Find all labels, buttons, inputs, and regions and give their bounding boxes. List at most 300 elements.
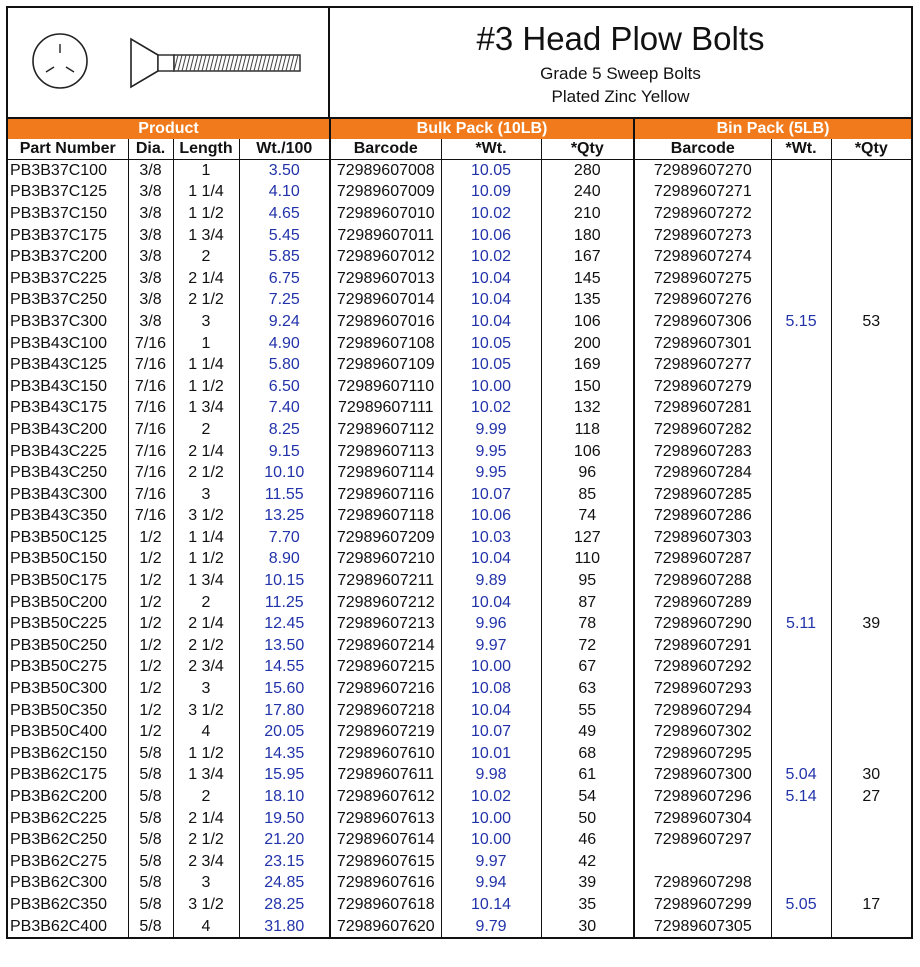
cell-bulk-barcode: 72989607216 bbox=[330, 678, 441, 700]
cell-length: 2 3/4 bbox=[173, 851, 239, 873]
cell-diameter: 5/8 bbox=[128, 916, 173, 938]
cell-bin-barcode: 72989607284 bbox=[634, 462, 771, 484]
cell-bin-weight: 5.05 bbox=[771, 894, 831, 916]
cell-bin-barcode: 72989607304 bbox=[634, 808, 771, 830]
cell-bulk-barcode: 72989607610 bbox=[330, 743, 441, 765]
cell-bin-weight bbox=[771, 290, 831, 312]
table-row bbox=[8, 873, 911, 895]
cell-bulk-qty: 30 bbox=[541, 916, 634, 938]
cell-diameter: 1/2 bbox=[128, 613, 173, 635]
table-row bbox=[8, 786, 911, 808]
cell-bin-qty bbox=[831, 851, 911, 873]
table-row bbox=[8, 700, 911, 722]
cell-bulk-weight: 9.95 bbox=[441, 441, 541, 463]
cell-bulk-barcode: 72989607016 bbox=[330, 311, 441, 333]
cell-part-number: PB3B37C225 bbox=[8, 268, 128, 290]
table-row bbox=[8, 268, 911, 290]
cell-bulk-qty: 180 bbox=[541, 225, 634, 247]
cell-weight-per-100: 12.45 bbox=[239, 613, 330, 635]
cell-part-number: PB3B62C250 bbox=[8, 829, 128, 851]
cell-bin-weight bbox=[771, 721, 831, 743]
cell-weight-per-100: 13.50 bbox=[239, 635, 330, 657]
cell-bulk-barcode: 72989607210 bbox=[330, 549, 441, 571]
cell-bin-weight bbox=[771, 635, 831, 657]
cell-part-number: PB3B62C150 bbox=[8, 743, 128, 765]
cell-part-number: PB3B50C225 bbox=[8, 613, 128, 635]
cell-weight-per-100: 14.55 bbox=[239, 657, 330, 679]
cell-bulk-qty: 110 bbox=[541, 549, 634, 571]
cell-length: 3 bbox=[173, 311, 239, 333]
cell-bin-qty bbox=[831, 354, 911, 376]
cell-bulk-qty: 49 bbox=[541, 721, 634, 743]
cell-part-number: PB3B50C200 bbox=[8, 592, 128, 614]
cell-part-number: PB3B50C275 bbox=[8, 657, 128, 679]
cell-part-number: PB3B37C100 bbox=[8, 160, 128, 182]
cell-bulk-weight: 10.04 bbox=[441, 268, 541, 290]
cell-length: 2 bbox=[173, 419, 239, 441]
cell-weight-per-100: 7.40 bbox=[239, 398, 330, 420]
cell-bin-barcode: 72989607302 bbox=[634, 721, 771, 743]
table-row bbox=[8, 182, 911, 204]
cell-bulk-barcode: 72989607613 bbox=[330, 808, 441, 830]
cell-bin-barcode: 72989607290 bbox=[634, 613, 771, 635]
table-row bbox=[8, 570, 911, 592]
cell-diameter: 3/8 bbox=[128, 311, 173, 333]
cell-bulk-qty: 54 bbox=[541, 786, 634, 808]
cell-bulk-qty: 127 bbox=[541, 527, 634, 549]
cell-bin-weight bbox=[771, 268, 831, 290]
cell-weight-per-100: 7.25 bbox=[239, 290, 330, 312]
spec-sheet bbox=[6, 6, 913, 939]
cell-diameter: 5/8 bbox=[128, 808, 173, 830]
cell-bin-barcode: 72989607276 bbox=[634, 290, 771, 312]
table-row bbox=[8, 635, 911, 657]
table-row bbox=[8, 246, 911, 268]
cell-bulk-qty: 87 bbox=[541, 592, 634, 614]
cell-weight-per-100: 20.05 bbox=[239, 721, 330, 743]
cell-length: 1 1/2 bbox=[173, 549, 239, 571]
cell-bulk-qty: 61 bbox=[541, 765, 634, 787]
cell-bin-weight bbox=[771, 700, 831, 722]
bolt-spec-table bbox=[8, 119, 911, 937]
table-row bbox=[8, 657, 911, 679]
cell-diameter: 7/16 bbox=[128, 354, 173, 376]
cell-bin-barcode: 72989607306 bbox=[634, 311, 771, 333]
cell-bin-weight: 5.15 bbox=[771, 311, 831, 333]
cell-bin-barcode: 72989607301 bbox=[634, 333, 771, 355]
cell-bulk-qty: 72 bbox=[541, 635, 634, 657]
cell-part-number: PB3B37C125 bbox=[8, 182, 128, 204]
col-bulk-qty: *Qty bbox=[541, 139, 634, 160]
cell-bin-qty bbox=[831, 635, 911, 657]
cell-bulk-weight: 10.02 bbox=[441, 246, 541, 268]
table-row bbox=[8, 678, 911, 700]
cell-part-number: PB3B43C125 bbox=[8, 354, 128, 376]
cell-bin-weight bbox=[771, 592, 831, 614]
cell-bulk-weight: 10.06 bbox=[441, 225, 541, 247]
cell-weight-per-100: 4.90 bbox=[239, 333, 330, 355]
cell-length: 2 1/2 bbox=[173, 829, 239, 851]
cell-bin-qty bbox=[831, 549, 911, 571]
cell-diameter: 5/8 bbox=[128, 829, 173, 851]
cell-diameter: 7/16 bbox=[128, 376, 173, 398]
cell-weight-per-100: 9.24 bbox=[239, 311, 330, 333]
cell-bulk-weight: 10.04 bbox=[441, 700, 541, 722]
cell-part-number: PB3B50C150 bbox=[8, 549, 128, 571]
cell-bin-qty bbox=[831, 290, 911, 312]
cell-diameter: 3/8 bbox=[128, 203, 173, 225]
cell-part-number: PB3B37C300 bbox=[8, 311, 128, 333]
cell-bin-qty bbox=[831, 462, 911, 484]
table-row bbox=[8, 484, 911, 506]
cell-bin-weight bbox=[771, 743, 831, 765]
cell-bin-qty: 27 bbox=[862, 788, 881, 806]
cell-part-number: PB3B37C150 bbox=[8, 203, 128, 225]
cell-bulk-barcode: 72989607618 bbox=[330, 894, 441, 916]
cell-bin-barcode: 72989607272 bbox=[634, 203, 771, 225]
cell-bin-qty bbox=[831, 441, 911, 463]
cell-bin-weight bbox=[771, 419, 831, 441]
cell-bin-weight bbox=[771, 851, 831, 873]
cell-bin-weight bbox=[771, 182, 831, 204]
cell-part-number: PB3B50C125 bbox=[8, 527, 128, 549]
cell-bulk-barcode: 72989607011 bbox=[330, 225, 441, 247]
cell-bin-weight bbox=[771, 916, 831, 938]
cell-bin-qty bbox=[831, 268, 911, 290]
cell-bulk-weight: 9.99 bbox=[441, 419, 541, 441]
cell-bin-qty bbox=[831, 419, 911, 441]
cell-bulk-barcode: 72989607118 bbox=[330, 506, 441, 528]
cell-diameter: 1/2 bbox=[128, 700, 173, 722]
cell-bulk-barcode: 72989607612 bbox=[330, 786, 441, 808]
cell-bin-qty: 53 bbox=[862, 312, 881, 330]
cell-bulk-barcode: 72989607620 bbox=[330, 916, 441, 938]
cell-bulk-qty: 240 bbox=[541, 182, 634, 204]
cell-bulk-barcode: 72989607616 bbox=[330, 873, 441, 895]
cell-weight-per-100: 23.15 bbox=[239, 851, 330, 873]
cell-bulk-barcode: 72989607209 bbox=[330, 527, 441, 549]
table-row bbox=[8, 225, 911, 247]
cell-bin-weight bbox=[771, 441, 831, 463]
subtitle-grade: Grade 5 Sweep Bolts bbox=[540, 64, 701, 83]
cell-bin-qty bbox=[831, 700, 911, 722]
cell-diameter: 1/2 bbox=[128, 721, 173, 743]
cell-diameter: 3/8 bbox=[128, 268, 173, 290]
cell-length: 2 1/4 bbox=[173, 441, 239, 463]
cell-bulk-qty: 68 bbox=[541, 743, 634, 765]
col-part-number: Part Number bbox=[8, 139, 128, 160]
cell-bulk-barcode: 72989607110 bbox=[330, 376, 441, 398]
sheet-header bbox=[8, 8, 911, 119]
cell-bin-qty bbox=[831, 657, 911, 679]
cell-diameter: 5/8 bbox=[128, 786, 173, 808]
cell-bin-weight: 5.11 bbox=[771, 613, 831, 635]
table-row bbox=[8, 160, 911, 182]
cell-bin-weight bbox=[771, 808, 831, 830]
cell-bulk-weight: 9.97 bbox=[441, 851, 541, 873]
table-row bbox=[8, 462, 911, 484]
cell-length: 3 bbox=[173, 873, 239, 895]
column-header-row bbox=[8, 139, 911, 160]
cell-bulk-weight: 10.05 bbox=[441, 160, 541, 182]
cell-bulk-barcode: 72989607112 bbox=[330, 419, 441, 441]
cell-part-number: PB3B43C150 bbox=[8, 376, 128, 398]
cell-diameter: 1/2 bbox=[128, 570, 173, 592]
cell-diameter: 7/16 bbox=[128, 484, 173, 506]
cell-diameter: 5/8 bbox=[128, 894, 173, 916]
cell-weight-per-100: 14.35 bbox=[239, 743, 330, 765]
cell-diameter: 1/2 bbox=[128, 678, 173, 700]
cell-bin-barcode: 72989607291 bbox=[634, 635, 771, 657]
cell-part-number: PB3B62C350 bbox=[8, 894, 128, 916]
cell-bulk-weight: 10.04 bbox=[441, 311, 541, 333]
cell-weight-per-100: 5.85 bbox=[239, 246, 330, 268]
cell-bulk-weight: 9.94 bbox=[441, 873, 541, 895]
cell-bin-barcode: 72989607289 bbox=[634, 592, 771, 614]
cell-weight-per-100: 5.80 bbox=[239, 354, 330, 376]
cell-length: 3 1/2 bbox=[173, 700, 239, 722]
cell-bulk-weight: 10.14 bbox=[441, 894, 541, 916]
cell-part-number: PB3B62C200 bbox=[8, 786, 128, 808]
table-row bbox=[8, 333, 911, 355]
cell-weight-per-100: 4.65 bbox=[239, 203, 330, 225]
cell-length: 2 1/4 bbox=[173, 613, 239, 635]
cell-bin-weight bbox=[771, 160, 831, 182]
cell-length: 2 1/2 bbox=[173, 290, 239, 312]
cell-bulk-barcode: 72989607113 bbox=[330, 441, 441, 463]
cell-diameter: 1/2 bbox=[128, 592, 173, 614]
cell-bulk-qty: 67 bbox=[541, 657, 634, 679]
cell-bulk-barcode: 72989607008 bbox=[330, 160, 441, 182]
cell-bulk-qty: 63 bbox=[541, 678, 634, 700]
cell-length: 1 1/2 bbox=[173, 743, 239, 765]
cell-bulk-qty: 169 bbox=[541, 354, 634, 376]
cell-bulk-qty: 96 bbox=[541, 462, 634, 484]
cell-bulk-weight: 10.04 bbox=[441, 549, 541, 571]
table-row bbox=[8, 808, 911, 830]
cell-bin-qty bbox=[831, 484, 911, 506]
cell-bin-qty bbox=[831, 246, 911, 268]
subtitle-finish: Plated Zinc Yellow bbox=[551, 87, 690, 106]
group-product: Product bbox=[8, 119, 330, 139]
cell-bulk-qty: 42 bbox=[541, 851, 634, 873]
cell-diameter: 1/2 bbox=[128, 549, 173, 571]
cell-part-number: PB3B37C250 bbox=[8, 290, 128, 312]
cell-bulk-qty: 39 bbox=[541, 873, 634, 895]
table-row bbox=[8, 441, 911, 463]
cell-bulk-qty: 74 bbox=[541, 506, 634, 528]
cell-diameter: 7/16 bbox=[128, 419, 173, 441]
cell-bulk-qty: 167 bbox=[541, 246, 634, 268]
cell-bulk-weight: 10.02 bbox=[441, 398, 541, 420]
col-bin-barcode: Barcode bbox=[634, 139, 771, 160]
cell-bulk-barcode: 72989607211 bbox=[330, 570, 441, 592]
cell-bin-qty: 17 bbox=[862, 895, 881, 913]
cell-bulk-weight: 10.07 bbox=[441, 721, 541, 743]
col-bin-weight: *Wt. bbox=[771, 139, 831, 160]
table-row bbox=[8, 916, 911, 938]
cell-bin-weight bbox=[771, 678, 831, 700]
cell-length: 1 3/4 bbox=[173, 765, 239, 787]
col-weight-per-100: Wt./100 bbox=[239, 139, 330, 160]
cell-bulk-qty: 50 bbox=[541, 808, 634, 830]
cell-bin-barcode: 72989607283 bbox=[634, 441, 771, 463]
cell-bin-qty bbox=[831, 808, 911, 830]
cell-bulk-barcode: 72989607116 bbox=[330, 484, 441, 506]
cell-bin-qty bbox=[831, 160, 911, 182]
cell-bulk-barcode: 72989607010 bbox=[330, 203, 441, 225]
cell-weight-per-100: 13.25 bbox=[239, 506, 330, 528]
cell-bin-qty bbox=[831, 182, 911, 204]
cell-length: 4 bbox=[173, 916, 239, 938]
table-row bbox=[8, 419, 911, 441]
cell-length: 1 3/4 bbox=[173, 398, 239, 420]
cell-part-number: PB3B50C250 bbox=[8, 635, 128, 657]
cell-bin-qty bbox=[831, 203, 911, 225]
cell-bin-weight bbox=[771, 527, 831, 549]
cell-bulk-weight: 10.08 bbox=[441, 678, 541, 700]
cell-length: 1 1/4 bbox=[173, 354, 239, 376]
cell-bulk-weight: 10.05 bbox=[441, 354, 541, 376]
cell-weight-per-100: 24.85 bbox=[239, 873, 330, 895]
cell-length: 2 bbox=[173, 592, 239, 614]
cell-bulk-barcode: 72989607615 bbox=[330, 851, 441, 873]
title-block bbox=[330, 8, 911, 117]
cell-bulk-weight: 10.06 bbox=[441, 506, 541, 528]
cell-bin-qty bbox=[831, 376, 911, 398]
col-bulk-barcode: Barcode bbox=[330, 139, 441, 160]
cell-bulk-qty: 280 bbox=[541, 160, 634, 182]
cell-bulk-weight: 10.04 bbox=[441, 592, 541, 614]
cell-bin-barcode: 72989607293 bbox=[634, 678, 771, 700]
cell-bulk-weight: 10.00 bbox=[441, 657, 541, 679]
cell-bulk-barcode: 72989607611 bbox=[330, 765, 441, 787]
cell-part-number: PB3B43C350 bbox=[8, 506, 128, 528]
cell-length: 1 bbox=[173, 333, 239, 355]
cell-length: 2 1/2 bbox=[173, 635, 239, 657]
cell-bulk-weight: 9.79 bbox=[441, 916, 541, 938]
cell-diameter: 3/8 bbox=[128, 182, 173, 204]
col-diameter: Dia. bbox=[128, 139, 173, 160]
cell-diameter: 5/8 bbox=[128, 765, 173, 787]
cell-length: 2 1/4 bbox=[173, 808, 239, 830]
cell-length: 3 bbox=[173, 678, 239, 700]
cell-bin-qty bbox=[831, 225, 911, 247]
cell-weight-per-100: 31.80 bbox=[239, 916, 330, 938]
cell-weight-per-100: 10.15 bbox=[239, 570, 330, 592]
cell-bin-barcode: 72989607279 bbox=[634, 376, 771, 398]
cell-weight-per-100: 4.10 bbox=[239, 182, 330, 204]
cell-bin-qty bbox=[831, 721, 911, 743]
cell-weight-per-100: 18.10 bbox=[239, 786, 330, 808]
cell-bulk-barcode: 72989607218 bbox=[330, 700, 441, 722]
cell-part-number: PB3B43C100 bbox=[8, 333, 128, 355]
cell-bulk-barcode: 72989607009 bbox=[330, 182, 441, 204]
cell-diameter: 7/16 bbox=[128, 333, 173, 355]
cell-bin-barcode: 72989607288 bbox=[634, 570, 771, 592]
cell-bulk-barcode: 72989607109 bbox=[330, 354, 441, 376]
cell-bulk-barcode: 72989607014 bbox=[330, 290, 441, 312]
cell-bulk-barcode: 72989607108 bbox=[330, 333, 441, 355]
table-row bbox=[8, 894, 911, 916]
cell-bin-barcode: 72989607299 bbox=[634, 894, 771, 916]
cell-length: 2 bbox=[173, 246, 239, 268]
group-header-row bbox=[8, 119, 911, 139]
cell-bin-weight bbox=[771, 203, 831, 225]
cell-diameter: 7/16 bbox=[128, 462, 173, 484]
cell-bin-weight bbox=[771, 657, 831, 679]
cell-bin-barcode: 72989607294 bbox=[634, 700, 771, 722]
cell-bin-weight bbox=[771, 829, 831, 851]
cell-bulk-qty: 46 bbox=[541, 829, 634, 851]
table-row bbox=[8, 290, 911, 312]
cell-bulk-barcode: 72989607012 bbox=[330, 246, 441, 268]
cell-weight-per-100: 15.60 bbox=[239, 678, 330, 700]
cell-part-number: PB3B50C350 bbox=[8, 700, 128, 722]
cell-weight-per-100: 10.10 bbox=[239, 462, 330, 484]
cell-bulk-weight: 10.00 bbox=[441, 808, 541, 830]
cell-weight-per-100: 8.25 bbox=[239, 419, 330, 441]
cell-bin-weight bbox=[771, 484, 831, 506]
cell-length: 1 1/4 bbox=[173, 182, 239, 204]
cell-bulk-qty: 210 bbox=[541, 203, 634, 225]
cell-bin-weight bbox=[771, 570, 831, 592]
table-row bbox=[8, 765, 911, 787]
cell-weight-per-100: 11.25 bbox=[239, 592, 330, 614]
cell-bin-barcode: 72989607303 bbox=[634, 527, 771, 549]
cell-diameter: 3/8 bbox=[128, 290, 173, 312]
cell-bulk-weight: 9.97 bbox=[441, 635, 541, 657]
cell-length: 3 1/2 bbox=[173, 894, 239, 916]
cell-diameter: 3/8 bbox=[128, 225, 173, 247]
cell-bulk-weight: 9.89 bbox=[441, 570, 541, 592]
cell-part-number: PB3B43C300 bbox=[8, 484, 128, 506]
cell-bin-weight bbox=[771, 873, 831, 895]
cell-bulk-weight: 10.05 bbox=[441, 333, 541, 355]
cell-bin-weight bbox=[771, 225, 831, 247]
cell-bin-barcode: 72989607300 bbox=[634, 765, 771, 787]
cell-length: 1 1/2 bbox=[173, 376, 239, 398]
cell-diameter: 3/8 bbox=[128, 160, 173, 182]
table-row bbox=[8, 376, 911, 398]
cell-bulk-qty: 85 bbox=[541, 484, 634, 506]
cell-length: 3 1/2 bbox=[173, 506, 239, 528]
cell-diameter: 1/2 bbox=[128, 527, 173, 549]
plow-bolt-drawing-icon bbox=[8, 8, 328, 117]
cell-bulk-barcode: 72989607114 bbox=[330, 462, 441, 484]
cell-bulk-qty: 145 bbox=[541, 268, 634, 290]
table-row bbox=[8, 398, 911, 420]
cell-bulk-barcode: 72989607219 bbox=[330, 721, 441, 743]
cell-bulk-weight: 10.02 bbox=[441, 203, 541, 225]
table-row bbox=[8, 203, 911, 225]
cell-diameter: 1/2 bbox=[128, 657, 173, 679]
cell-part-number: PB3B50C175 bbox=[8, 570, 128, 592]
table-row bbox=[8, 549, 911, 571]
cell-weight-per-100: 17.80 bbox=[239, 700, 330, 722]
cell-bulk-weight: 10.00 bbox=[441, 376, 541, 398]
cell-diameter: 3/8 bbox=[128, 246, 173, 268]
cell-bin-barcode: 72989607270 bbox=[634, 160, 771, 182]
cell-bin-qty: 39 bbox=[862, 615, 881, 633]
bolt-illustration bbox=[8, 8, 330, 117]
cell-bin-barcode bbox=[634, 851, 771, 873]
cell-length: 2 3/4 bbox=[173, 657, 239, 679]
cell-diameter: 7/16 bbox=[128, 441, 173, 463]
cell-weight-per-100: 7.70 bbox=[239, 527, 330, 549]
cell-part-number: PB3B62C300 bbox=[8, 873, 128, 895]
col-length: Length bbox=[173, 139, 239, 160]
